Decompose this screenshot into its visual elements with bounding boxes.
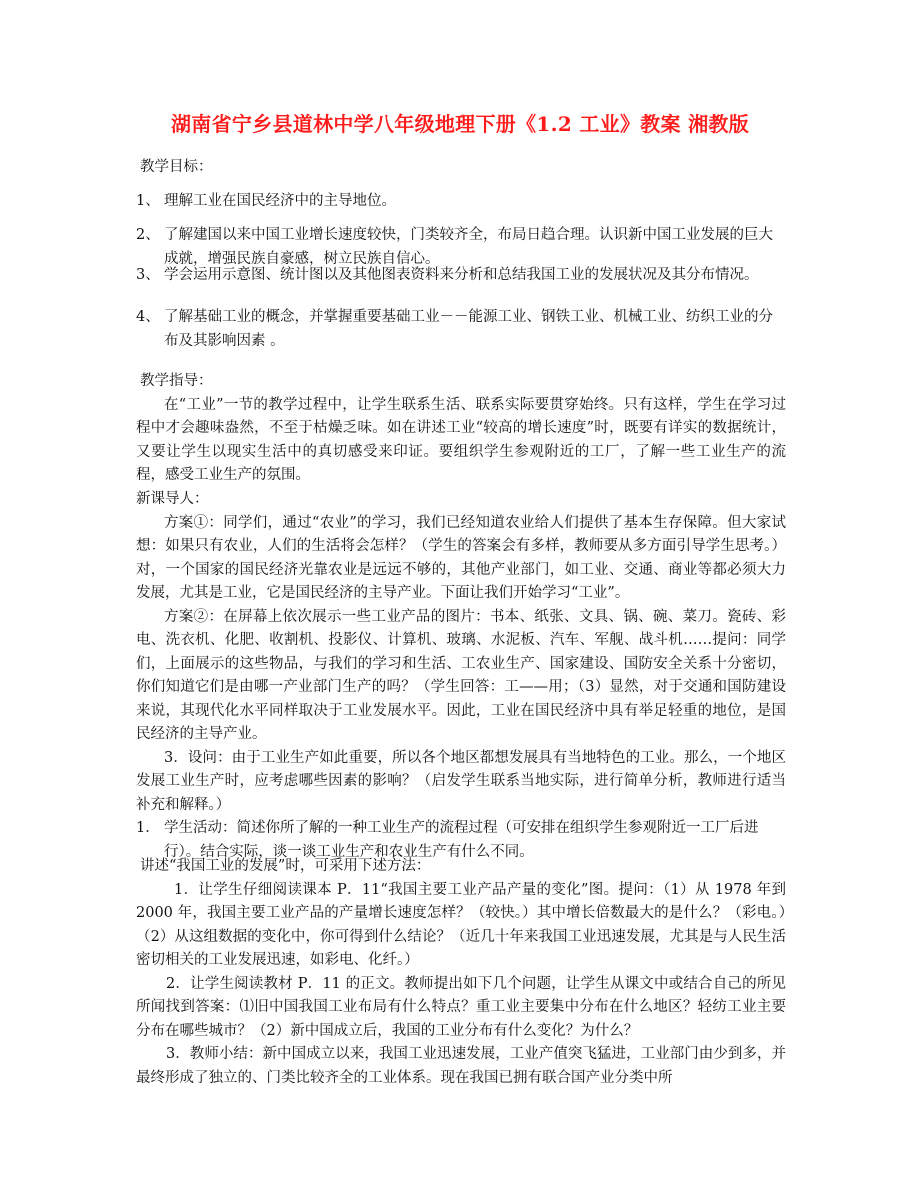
objective-item bbox=[136, 190, 786, 214]
activity-text: 学生活动：简述你所了解的一种工业生产的流程过程（可安排在组织学生参观附近一工厂后进行）。结合实际，谈一谈工业生产和农业生产有什么不同。 bbox=[164, 820, 759, 860]
intro-section bbox=[136, 488, 786, 864]
guidance-paragraph: 在“工业”一节的教学过程中，让学生联系生活、联系实际要贯穿始终。只有这样，学生在学习过程中才会趣味盎然，不至于枯燥乏味。如在讲述工业“较高的增长速度”时，既要有详实的数据统计，又要让学生以现实生活中的真切感受来印证。要组织学生参观附近的工厂，了解一些工业生产的流程，感受工业生产的氛围。 bbox=[136, 396, 786, 483]
development-paragraph-2: 2．让学生阅读教材 P．11 的正文。教师提出如下几个问题，让学生从课文中或结合自己的所见所闻找到答案：⑴旧中国我国工业布局有什么特点？重工业主要集中分布在什么地区？轻纺工业主要分布在哪些城市？（2）新中国成立后，我国的工业分布有什么变化？为什么？ bbox=[136, 975, 786, 1039]
document-title: 湖南省宁乡县道林中学八年级地理下册《1.2 工业》教案 湘教版 bbox=[170, 112, 750, 136]
activity-number: 1． bbox=[136, 820, 160, 836]
objective-text: 了解建国以来中国工业增长速度较快，门类较齐全，布局日趋合理。认识新中国工业发展的巨大成就，增强民族自豪感，树立民族自信心。 bbox=[164, 227, 773, 267]
objective-text: 了解基础工业的概念，并掌握重要基础工业－－能源工业、钢铁工业、机械工业、纺织工业的分布及其影响因素 。 bbox=[164, 309, 773, 349]
objectives-section bbox=[136, 156, 786, 180]
objective-number: 3、 bbox=[136, 267, 160, 283]
objective-text: 学会运用示意图、统计图以及其他图表资料来分析和总结我国工业的发展状况及其分布情况。 bbox=[164, 267, 759, 283]
development-section bbox=[136, 855, 786, 1090]
objective-item bbox=[136, 306, 786, 353]
development-paragraph-3: 3．教师小结：新中国成立以来，我国工业迅速发展，工业产值突飞猛进，工业部门由少到多，并最终形成了独立的、门类比较齐全的工业体系。现在我国已拥有联合国产业分类中所 bbox=[136, 1046, 786, 1086]
guidance-heading: 教学指导： bbox=[140, 373, 213, 389]
intro-plan2: 方案②：在屏幕上依次展示一些工业产品的图片：书本、纸张、文具、锅、碗、菜刀。瓷砖、彩电、洗衣机、化肥、收割机、投影仪、计算机、玻璃、水泥板、汽车、军舰、战斗机……提问：同学们，上面展示的这些物品，与我们的学习和生活、工农业生产、国家建设、国防安全关系十分密切，你们知道它们是由哪一产业部门生产的吗？（学生回答：工——用；（3）显然，对于交通和国防建设来说，其现代化水平同样取决于工业发展水平。因此，工业在国民经济中具有举足轻重的地位，是国民经济的主导产业。 bbox=[136, 608, 786, 742]
development-paragraph-1: 1．让学生仔细阅读课本 P．11“我国主要工业产品产量的变化”图。提问：（1）从 1978 年到 2000 年，我国主要工业产品的产量增长速度怎样？（较快。）其中增长倍数最大的是什么？（彩电。）（2）从这组数据的变化中，你可得到什么结论？（近几十年来我国工业迅速发展，尤其是与人民生活密切相关的工业发展迅速，如彩电、化纤。） bbox=[136, 881, 786, 968]
objective-number: 4、 bbox=[136, 309, 160, 325]
intro-heading: 新课导人： bbox=[136, 491, 209, 507]
objective-number: 2、 bbox=[136, 227, 160, 243]
intro-plan1: 方案①：同学们，通过“农业”的学习，我们已经知道农业给人们提供了基本生存保障。但大家试想：如果只有农业，人们的生活将会怎样？（学生的答案会有多样，教师要从多方面引导学生思考。）对，一个国家的国民经济光靠农业是远远不够的，其他产业部门，如工业、交通、商业等都必须大力发展，尤其是工业，它是国民经济的主导产业。下面让我们开始学习“工业”。 bbox=[136, 514, 786, 601]
development-heading: 讲述“我国工业的发展”时，可采用下述方法： bbox=[140, 858, 431, 874]
intro-question: 3．设问：由于工业生产如此重要，所以各个地区都想发展具有当地特色的工业。那么，一个地区发展工业生产时，应考虑哪些因素的影响？（启发学生联系当地实际，进行简单分析，教师进行适当补充和解释。） bbox=[136, 749, 786, 813]
objective-text: 理解工业在国民经济中的主导地位。 bbox=[164, 193, 396, 209]
objectives-heading: 教学目标： bbox=[140, 159, 213, 175]
objective-number: 1、 bbox=[136, 193, 160, 209]
objective-item bbox=[136, 264, 786, 288]
guidance-section bbox=[136, 370, 786, 488]
